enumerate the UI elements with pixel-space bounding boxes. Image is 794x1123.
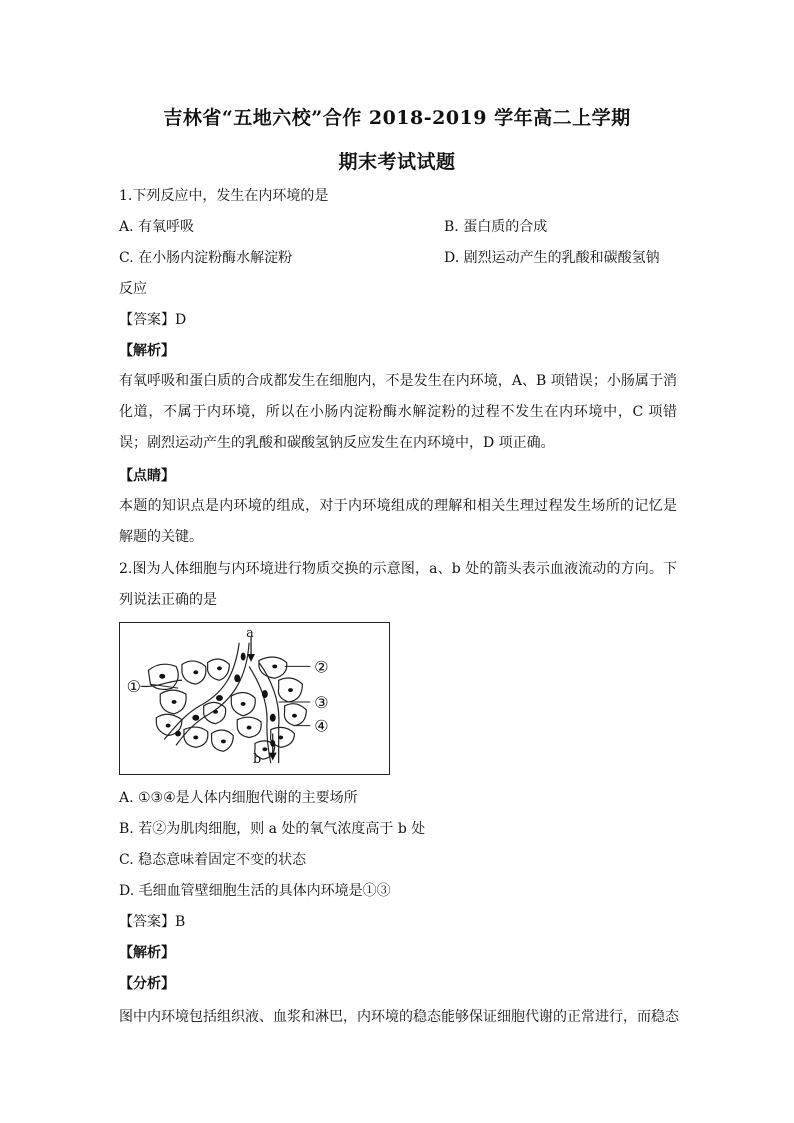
q1-option-b: B. 蛋白质的合成 — [444, 219, 548, 235]
q1-option-d-continued: 反应 — [119, 281, 147, 297]
blood-cell — [270, 714, 276, 722]
cell-nucleus — [278, 736, 283, 740]
q2-analysis-text: 图中内环境包括组织液、血浆和淋巴，内环境的稳态能够保证细胞代谢的正常进行，而稳态 — [119, 1009, 679, 1025]
q2-option-c: C. 稳态意味着固定不变的状态 — [119, 852, 307, 868]
blood-cell — [175, 731, 181, 737]
cell-nucleus — [193, 736, 198, 740]
cell-nucleus — [262, 747, 267, 751]
q1-comment-text: 本题的知识点是内环境的组成，对于内环境组成的理解和相关生理过程发生场所的记忆是解题的关键。 — [119, 498, 677, 545]
cell-nucleus — [193, 670, 198, 674]
capillary-wall — [164, 643, 239, 740]
flow-arrow-a-head — [248, 655, 254, 661]
blood-cell — [262, 690, 268, 698]
blood-cell — [216, 695, 223, 701]
q2-option-a: A. ①③④是人体内细胞代谢的主要场所 — [119, 790, 358, 806]
label-3: ③ — [314, 692, 329, 712]
q2-option-b: B. 若②为肌肉细胞，则 a 处的氧气浓度高于 b 处 — [119, 821, 426, 837]
blood-cell — [192, 715, 199, 721]
label-4: ④ — [314, 716, 329, 736]
exchange-diagram — [119, 622, 390, 775]
q1-answer: 【答案】D — [119, 312, 187, 328]
q2-answer: 【答案】B — [119, 914, 186, 930]
q1-analysis-label: 【解析】 — [119, 343, 175, 359]
cell-nucleus — [247, 726, 252, 730]
label-b: b — [253, 752, 262, 768]
cell-nucleus — [213, 710, 218, 714]
q1-stem: 1.下列反应中，发生在内环境的是 — [119, 188, 329, 204]
q1-comment-label: 【点睛】 — [119, 468, 175, 484]
blood-cell — [241, 653, 246, 661]
cell-nucleus — [292, 714, 297, 718]
page-title: 吉林省“五地六校”合作 2018-2019 学年高二上学期 — [163, 107, 631, 129]
q2-option-d: D. 毛细血管壁细胞生活的具体内环境是①③ — [119, 883, 391, 899]
cell-nucleus — [217, 666, 222, 670]
label-a: a — [246, 625, 254, 641]
label-2: ② — [314, 657, 329, 677]
flow-arrow-b-head — [270, 753, 276, 759]
cell-nucleus — [166, 724, 171, 728]
cell-nucleus — [272, 664, 277, 668]
blood-cell — [234, 674, 240, 682]
q1-option-d: D. 剧烈运动产生的乳酸和碳酸氢钠 — [444, 250, 660, 266]
q1-analysis-text: 有氧呼吸和蛋白质的合成都发生在细胞内，不是发生在内环境，A、B 项错误；小肠属于消化道，不属于内环境，所以在小肠内淀粉酶水解淀粉的过程不发生在内环境中，C 项错误；剧烈运动产生的乳酸和碳酸氢钠反应发生在内环境中，D 项正确。 — [119, 373, 677, 451]
label-1: ① — [126, 677, 141, 697]
cell-nucleus — [172, 700, 177, 704]
q1-option-a: A. 有氧呼吸 — [119, 219, 195, 235]
page-subtitle: 期末考试试题 — [338, 151, 456, 173]
q2-analysis2-label: 【分析】 — [119, 976, 175, 992]
q1-option-c: C. 在小肠内淀粉酶水解淀粉 — [119, 250, 293, 266]
cell-nucleus — [159, 674, 165, 679]
cell-nucleus — [241, 702, 246, 706]
cell-nucleus — [288, 688, 293, 692]
q2-analysis-label: 【解析】 — [119, 945, 175, 961]
capillary-wall — [249, 666, 271, 763]
cell-nucleus — [221, 739, 226, 743]
q2-stem: 2.图为人体细胞与内环境进行物质交换的示意图，a、b 处的箭头表示血液流动的方向。下列说法正确的是 — [119, 561, 677, 608]
